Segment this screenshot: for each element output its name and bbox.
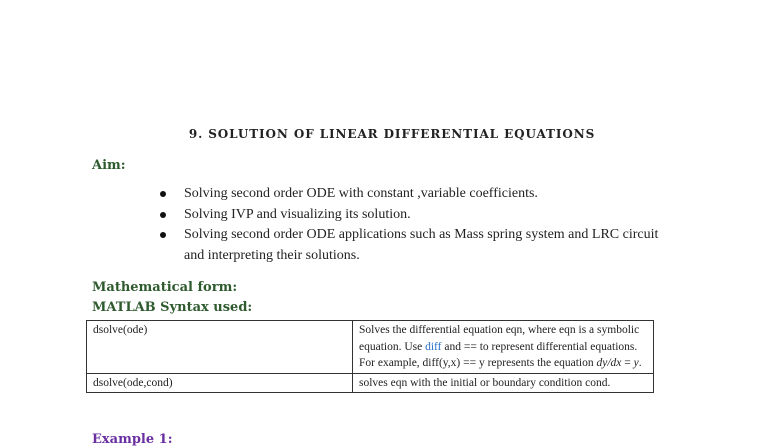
desc-text: and == to represent differential equations. For example, diff(y,x) == y represents the equation [359,340,638,369]
bullet-icon [160,212,166,218]
table-row [87,321,654,374]
table-row [87,373,654,393]
desc-text: . [638,357,642,369]
syntax-table [86,320,654,393]
bullet-icon [160,191,166,197]
aim-item-text: Solving second order ODE applications such as Mass spring system and LRC circuit and interpreting their solutions. [184,227,659,263]
list-item [156,225,676,266]
bullet-icon [160,232,166,238]
aim-heading: Aim: [92,158,126,173]
example-heading: Example 1: [92,432,173,447]
syntax-heading: MATLAB Syntax used: [92,300,253,315]
aim-item-text: Solving IVP and visualizing its solution. [184,206,411,222]
function-cell: dsolve(ode) [87,321,353,374]
math-expression: y [633,357,639,369]
list-item [156,184,676,205]
math-expression: dy/dx [596,357,622,369]
desc-text: = [621,357,634,369]
math-form-heading: Mathematical form: [92,280,238,295]
aim-item-text: Solving second order ODE with constant ,variable coefficients. [184,186,538,201]
description-cell: solves eqn with the initial or boundary condition cond. [353,373,654,393]
function-cell: dsolve(ode,cond) [87,373,353,393]
list-item [156,205,676,226]
description-cell [353,321,654,374]
page-title: 9. SOLUTION OF LINEAR DIFFERENTIAL EQUATIONS [188,127,596,141]
desc-text: Solves the differential equation eqn, where eqn is a symbolic equation. Use [359,324,640,353]
aim-list [156,184,676,266]
code-keyword: diff [425,340,442,353]
